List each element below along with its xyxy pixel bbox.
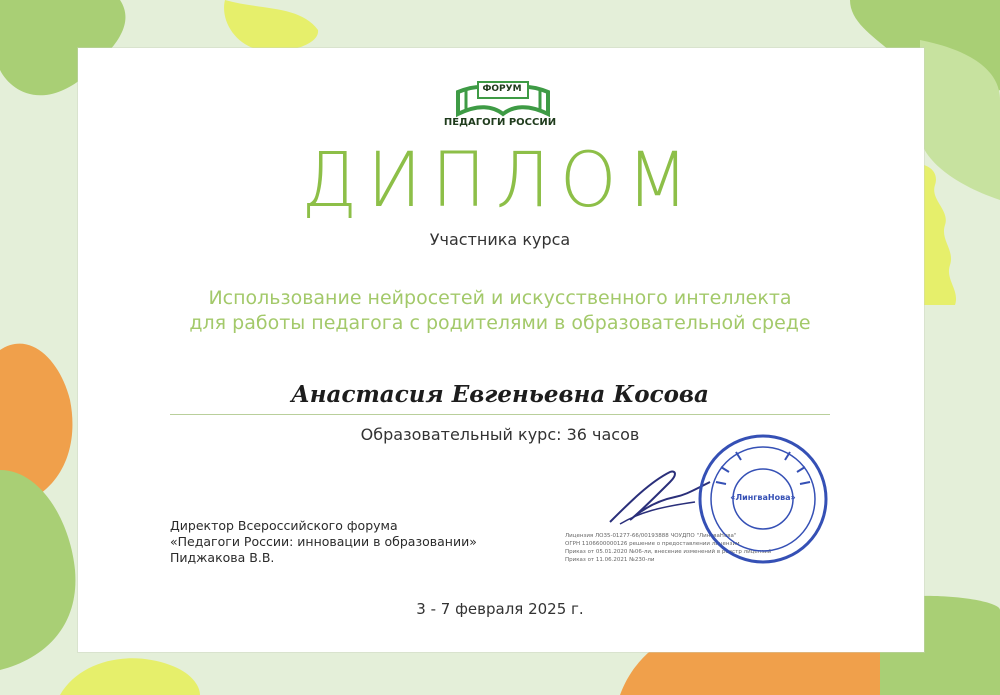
- stamp-center-text: «ЛингваНова»: [730, 493, 796, 502]
- name-underline: [170, 414, 830, 415]
- recipient-name: Анастасия Евгеньевна Косова: [291, 381, 709, 408]
- director-organization: «Педагоги России: инновации в образовании»: [170, 534, 477, 549]
- legal-line: Приказ от 11.06.2021 №230-ли: [565, 557, 655, 563]
- course-hours: Образовательный курс: 36 часов: [360, 425, 640, 444]
- course-title-line1: Использование нейросетей и искусственного интеллекта: [208, 287, 792, 309]
- diploma-title: ДИПЛОМ: [301, 135, 699, 225]
- course-title: [0, 286, 1000, 336]
- legal-line: Приказ от 05.01.2020 №06-ли, внесение изменений в реестр лицензий: [565, 549, 772, 555]
- legal-line: Лицензия ЛО35-01277-66/00193888 ЧОУДПО "ЛингваНова": [565, 533, 737, 539]
- course-date: 3 - 7 февраля 2025 г.: [416, 600, 584, 618]
- diploma-subtitle: Участника курса: [429, 230, 571, 249]
- legal-line: ОГРН 1106600000126 решение о предоставлении лицензии: [565, 541, 740, 547]
- logo-top-text: ФОРУМ: [482, 84, 522, 94]
- course-title-line2: для работы педагога с родителями в образовательной среде: [189, 312, 811, 334]
- director-block: [170, 518, 477, 566]
- director-name: Пиджакова В.В.: [170, 550, 275, 565]
- director-title: Директор Всероссийского форума: [170, 518, 398, 533]
- logo-bottom-text: ПЕДАГОГИ РОССИИ: [443, 117, 557, 128]
